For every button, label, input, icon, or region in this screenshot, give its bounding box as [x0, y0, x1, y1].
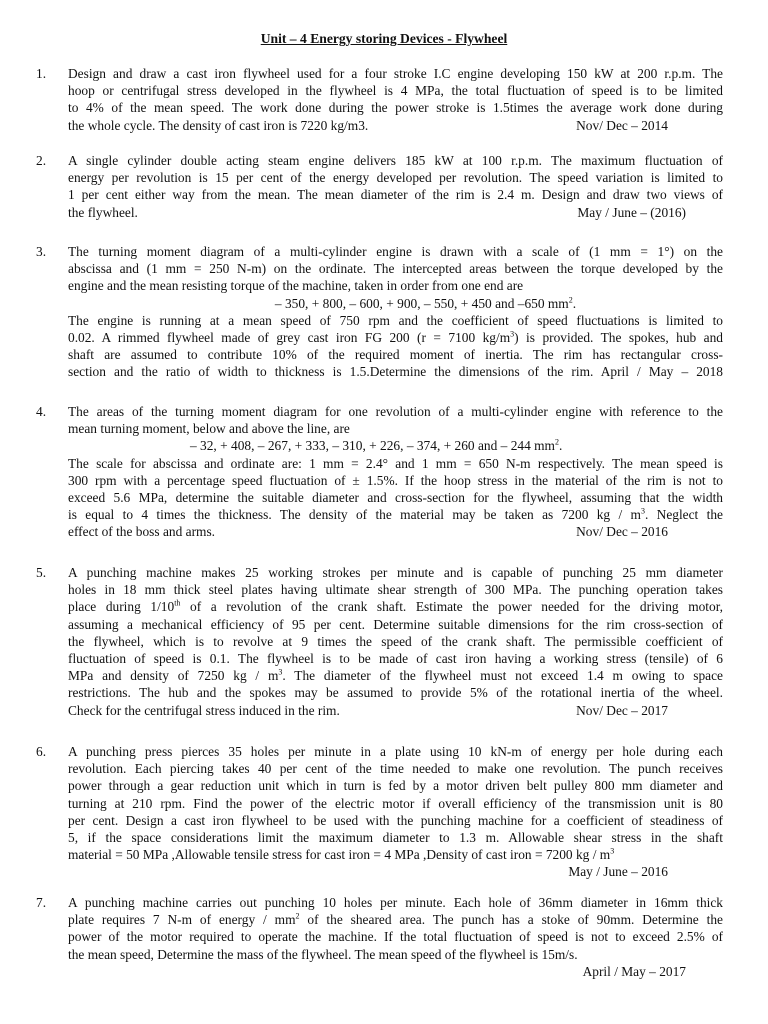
question-line: energy per revolution is 15 per cent of the energy developed per revolution. The speed variation is limited to	[68, 170, 723, 186]
question-line: A single cylinder double acting steam engine delivers 185 kW at 100 r.p.m. The maximum fluctuation of	[68, 153, 723, 168]
question-line: A punching machine carries out punching 10 holes per minute. Each hole of 36mm diameter in 16mm thick	[68, 895, 723, 910]
question-number: 1.	[36, 66, 47, 81]
question-line: the flywheel, which is to revolve at 9 times the speed of the crank shaft. The permissible coefficient of	[68, 633, 723, 649]
question-line: section and the ratio of width to thickness is 1.5.Determine the dimensions of the rim. April / May – 2018	[68, 364, 723, 380]
question-line	[68, 598, 723, 615]
question-line: the mean speed, Determine the mass of the flywheel. The mean speed of the flywheel is 15m/s.	[68, 946, 578, 962]
date-line	[68, 963, 723, 980]
question-line: per cent. Design a cast iron flywheel to be used with the punching machine for a coefficient of steadiness of	[68, 812, 723, 828]
question-line	[68, 329, 723, 346]
exam-date: Nov/ Dec – 2016	[576, 524, 668, 540]
question-line: turning at 210 rpm. Find the power of the electric motor if overall efficiency of the transmission unit is 80	[68, 795, 723, 811]
question-text: 0.02. A rimmed flywheel made of grey cast iron FG 200 (r = 7100 kg/m	[68, 330, 511, 346]
question-line: hoop or centrifugal stress developed in the flywheel is 4 MPa, the total fluctuation of speed is to be limited	[68, 83, 723, 99]
question-text: MPa and density of 7250 kg / m	[68, 668, 279, 684]
question-number: 2.	[36, 153, 47, 168]
question-line	[68, 117, 723, 134]
question-text: the flywheel.	[68, 204, 138, 220]
superscript: th	[174, 598, 181, 608]
question-line: revolution. Each piercing takes 40 per cent of the time needed to make one revolution. The punch receives	[68, 761, 723, 777]
question-line: 300 rpm with a percentage speed fluctuation of ± 1.5%. If the hoop stress in the material of the rim is not to	[68, 472, 723, 488]
question-line	[68, 523, 723, 540]
question-line: Design and draw a cast iron flywheel used for a four stroke I.C engine developing 150 kW at 200 r.p.m. The	[68, 66, 723, 81]
question-2	[36, 152, 723, 221]
superscript: 3	[510, 329, 515, 339]
question-line	[68, 702, 723, 719]
superscript: 3	[640, 506, 645, 516]
question-line: The engine is running at a mean speed of 750 rpm and the coefficient of speed fluctuations is limited to	[68, 312, 723, 328]
question-line: shaft are assumed to contribute 10% of the required moment of inertia. The rim has rectangular cross-	[68, 347, 723, 363]
question-text: plate requires 7 N-m of energy / mm	[68, 912, 296, 928]
question-text: is equal to 4 times the thickness. The density of the material may be taken as 7200 kg / m	[68, 507, 641, 523]
superscript: 2	[554, 437, 559, 447]
question-text: . The diameter of the flywheel must not exceed 1.4 m owing to space	[282, 668, 723, 684]
question-line: fluctuation of speed is 0.1. The flywheel is to be made of cast iron having a working stress (tensile) of 6	[68, 651, 723, 667]
superscript: 3	[278, 667, 283, 677]
question-line	[68, 911, 723, 928]
question-line: The areas of the turning moment diagram for one revolution of a multi-cylinder engine with reference to the	[68, 404, 723, 419]
question-line: restrictions. The hub and the spokes may be assumed to provide 5% of the rotational inertia of the wheel.	[68, 685, 723, 701]
punctuation: .	[558, 438, 563, 454]
question-line: power of the motor required to operate the machine. If the total fluctuation of speed is not to exceed 2.5% of	[68, 929, 723, 945]
areas-values: – 350, + 800, – 600, + 900, – 550, + 450 and –650 mm	[274, 295, 569, 311]
question-line: The scale for abscissa and ordinate are: 1 mm = 2.4° and 1 mm = 650 N-m respectively. The mean speed is	[68, 455, 723, 471]
question-line	[68, 846, 723, 863]
question-number: 4.	[36, 404, 47, 419]
exam-date: April / May – 2017	[582, 963, 686, 979]
exam-date: May / June – (2016)	[577, 204, 686, 220]
areas-values: – 32, + 408, – 267, + 333, – 310, + 226, – 374, + 260 and – 244 mm	[190, 438, 555, 454]
question-line: abscissa and (1 mm = 250 N-m) on the ordinate. The intercepted areas between the torque developed by the	[68, 261, 723, 277]
question-line: to 4% of the mean speed. The work done during the power stroke is 1.5times the average work done during	[68, 100, 723, 116]
question-text: Check for the centrifugal stress induced in the rim.	[68, 702, 340, 718]
question-line: exceed 5.6 MPa, determine the suitable diameter and cross-section for the flywheel, assuming that the width	[68, 490, 723, 506]
question-line	[68, 667, 723, 684]
question-line: 1 per cent either way from the mean. The mean diameter of the rim is 2.4 m. Design and draw two views of	[68, 187, 723, 203]
page-title: Unit – 4 Energy storing Devices - Flywheel	[260, 31, 508, 46]
exam-date: May / June – 2016	[568, 864, 668, 880]
question-line: A punching machine makes 25 working strokes per minute and is capable of punching 25 mm diameter	[68, 565, 723, 580]
question-line	[68, 204, 723, 221]
question-text: . Neglect the	[644, 507, 723, 523]
superscript: 2	[568, 295, 573, 305]
punctuation: .	[572, 295, 577, 311]
question-line: 5, if the space considerations limit the maximum diameter to 1.3 m. Allowable shear stress in the shaft	[68, 830, 723, 846]
areas-line	[68, 437, 723, 454]
question-text: material = 50 MPa ,Allowable tensile stress for cast iron = 4 MPa ,Density of cast iron = 7200 kg / m	[68, 847, 611, 863]
superscript: 3	[610, 846, 615, 856]
question-line: mean turning moment, below and above the line, are	[68, 421, 350, 437]
question-number: 7.	[36, 895, 47, 910]
question-line: engine and the mean resisting torque of the machine, taken in order from one end are	[68, 278, 524, 294]
question-line: The turning moment diagram of a multi-cylinder engine is drawn with a scale of (1 mm = 1°) on the	[68, 244, 723, 259]
question-text: ) is provided. The spokes, hub and	[514, 330, 723, 346]
question-number: 5.	[36, 565, 47, 580]
question-number: 3.	[36, 244, 47, 259]
question-line: holes in 18 mm thick steel plates having ultimate shear strength of 300 MPa. The punching operation takes	[68, 582, 723, 598]
question-5	[36, 564, 723, 719]
question-text: effect of the boss and arms.	[68, 524, 216, 540]
question-number: 6.	[36, 744, 47, 759]
question-7	[36, 894, 723, 980]
exam-date: Nov/ Dec – 2017	[576, 702, 668, 718]
question-line: assuming a mechanical efficiency of 95 per cent. Determine suitable dimensions for the rim cross-section of	[68, 616, 723, 632]
question-line: A punching press pierces 35 holes per minute in a plate using 10 kN-m of energy per hole during each	[68, 744, 723, 759]
exam-date: Nov/ Dec – 2014	[576, 117, 668, 133]
question-line	[68, 506, 723, 523]
question-6	[36, 743, 723, 881]
question-4	[36, 403, 723, 541]
question-3	[36, 243, 723, 381]
question-text: place during 1/10	[68, 599, 175, 615]
question-text: of the sheared area. The punch has a stoke of 90mm. Determine the	[299, 912, 723, 928]
question-text: the whole cycle. The density of cast iron is 7220 kg/m3.	[68, 117, 369, 133]
areas-line	[68, 295, 723, 312]
question-text: of a revolution of the crank shaft. Estimate the power needed for the driving motor,	[180, 599, 723, 615]
question-1	[36, 65, 723, 134]
question-line: power through a gear reduction unit which in turn is fed by a motor driven belt pulley 800 mm diameter and	[68, 778, 723, 794]
date-line	[68, 863, 723, 880]
superscript: 2	[295, 911, 300, 921]
